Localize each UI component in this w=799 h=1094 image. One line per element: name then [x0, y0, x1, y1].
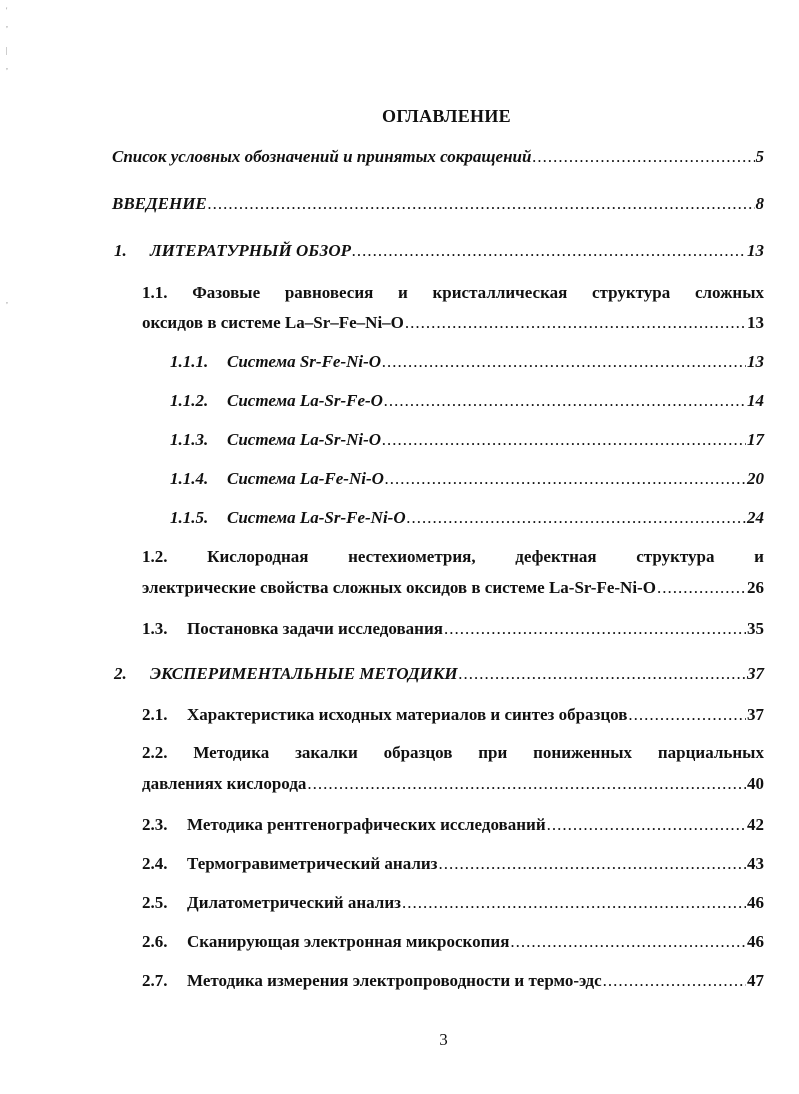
toc-page-number: 42: [747, 815, 764, 834]
toc-word: Кислородная: [207, 547, 309, 566]
dot-leader: [444, 619, 746, 639]
toc-entry-text: давлениях кислорода: [142, 774, 307, 793]
toc-word: Методика: [193, 743, 270, 762]
toc-entry-1-1-line1[interactable]: [142, 283, 764, 303]
dot-leader: [439, 854, 746, 874]
toc-entry-text: Методика рентгенографических исследований: [187, 815, 546, 834]
toc-entry-text: Термогравиметрический анализ: [187, 854, 438, 873]
toc-entry-2-2-line2[interactable]: [142, 774, 764, 794]
toc-entry-text: оксидов в системе La–Sr–Fe–Ni–O: [142, 313, 404, 332]
toc-entry-chapter-2[interactable]: [114, 664, 764, 684]
dot-leader: [402, 893, 746, 913]
toc-page-number: 8: [755, 194, 764, 213]
toc-entry-text: Методика измерения электропроводности и термо-эдс: [187, 971, 602, 990]
toc-entry-number: 1.1.5.: [170, 508, 209, 527]
dot-leader: [628, 705, 746, 725]
toc-entry-number: 2.3.: [142, 815, 168, 834]
dot-leader: [307, 774, 746, 794]
toc-entry-1-2-line2[interactable]: [142, 578, 764, 598]
toc-word: закалки: [295, 743, 358, 762]
scan-mark: ': [6, 6, 8, 15]
toc-entry-number: 2.6.: [142, 932, 168, 951]
toc-page-number: 43: [747, 854, 764, 873]
toc-word: дефектная: [515, 547, 597, 566]
toc-entry-2-6[interactable]: [142, 932, 764, 952]
dot-leader: [405, 313, 746, 333]
toc-word: нестехиометрия,: [348, 547, 476, 566]
toc-entry-chapter-1[interactable]: [114, 241, 764, 261]
toc-entry-text: ЭКСПЕРИМЕНТАЛЬНЫЕ МЕТОДИКИ: [150, 664, 458, 683]
dot-leader: [382, 352, 746, 372]
scan-mark: ,: [6, 62, 8, 71]
toc-page-number: 24: [747, 508, 764, 527]
toc-entry-number: 1.: [114, 241, 127, 260]
toc-entry-1-1-1[interactable]: [170, 352, 764, 372]
toc-entry-text: Система La-Fe-Ni-O: [227, 469, 384, 488]
dot-leader: [547, 815, 746, 835]
dot-leader: [382, 430, 746, 450]
dot-leader: [407, 508, 746, 528]
toc-entry-number: 1.1.2.: [170, 391, 209, 410]
toc-word: и: [398, 283, 408, 302]
toc-word: Фазовые: [192, 283, 261, 302]
toc-entry-text: электрические свойства сложных оксидов в системе La-Sr-Fe-Ni-O: [142, 578, 656, 597]
toc-page-number: 13: [747, 313, 764, 332]
toc-entry-1-1-4[interactable]: [170, 469, 764, 489]
toc-page-number: 47: [747, 971, 764, 990]
dot-leader: [603, 971, 746, 991]
scan-mark: ,: [6, 296, 8, 305]
toc-page-number: 13: [747, 241, 764, 260]
dot-leader: [208, 194, 755, 214]
toc-entry-number: 2.: [114, 664, 127, 683]
toc-page-number: 40: [747, 774, 764, 793]
toc-entry-text: Система La-Sr-Fe-O: [227, 391, 383, 410]
toc-entry-text: Постановка задачи исследования: [187, 619, 443, 638]
toc-entry-text: ВВЕДЕНИЕ: [112, 194, 207, 213]
toc-entry-1-3[interactable]: [142, 619, 764, 639]
toc-page-number: 17: [747, 430, 764, 449]
toc-page-number: 20: [747, 469, 764, 488]
toc-word: парциальных: [657, 743, 764, 762]
toc-entry-number: 2.1.: [142, 705, 168, 724]
toc-entry-2-3[interactable]: [142, 815, 764, 835]
dot-leader: [532, 147, 754, 167]
dot-leader: [657, 578, 746, 598]
toc-entry-number: 2.5.: [142, 893, 168, 912]
dot-leader: [510, 932, 746, 952]
dot-leader: [352, 241, 746, 261]
toc-page-number: 46: [747, 932, 764, 951]
toc-word: равновесия: [284, 283, 374, 302]
toc-word: структура: [636, 547, 715, 566]
dot-leader: [384, 391, 746, 411]
toc-page-number: 13: [747, 352, 764, 371]
toc-entry-text: Список условных обозначений и принятых сокращений: [112, 147, 532, 166]
toc-word: и: [754, 547, 764, 566]
toc-entry-text: Система La-Sr-Ni-O: [227, 430, 382, 449]
toc-word: сложных: [694, 283, 764, 302]
toc-page-number: 14: [747, 391, 764, 410]
toc-entry-number: 1.1.4.: [170, 469, 209, 488]
toc-entry-text: Система Sr-Fe-Ni-O: [227, 352, 382, 371]
scan-mark: |: [6, 46, 8, 55]
toc-entry-2-4[interactable]: [142, 854, 764, 874]
toc-word: при: [478, 743, 508, 762]
toc-page-number: 5: [755, 147, 764, 166]
toc-page-number: 37: [747, 664, 764, 683]
toc-entry-number: 2.7.: [142, 971, 168, 990]
toc-entry-number: 1.2.: [142, 547, 168, 566]
toc-entry-2-7[interactable]: [142, 971, 764, 991]
toc-page-number: 26: [747, 578, 764, 597]
toc-entry-1-2-line1[interactable]: [142, 547, 764, 567]
toc-entry-text: Сканирующая электронная микроскопия: [187, 932, 510, 951]
toc-entry-1-1-2[interactable]: [170, 391, 764, 411]
page-title: ОГЛАВЛЕНИЕ: [382, 106, 511, 126]
toc-entry-introduction[interactable]: [112, 194, 764, 214]
toc-entry-abbreviations[interactable]: [112, 147, 764, 167]
toc-word: кристаллическая: [432, 283, 568, 302]
toc-entry-number: 1.3.: [142, 619, 168, 638]
toc-page-number: 37: [747, 705, 764, 724]
toc-entry-2-5[interactable]: [142, 893, 764, 913]
toc-entry-text: Система La-Sr-Fe-Ni-O: [227, 508, 406, 527]
toc-entry-number: 1.1.1.: [170, 352, 209, 371]
toc-entry-number: 1.1.: [142, 283, 168, 302]
toc-word: структура: [592, 283, 671, 302]
dot-leader: [459, 664, 746, 684]
toc-entry-text: ЛИТЕРАТУРНЫЙ ОБЗОР: [150, 241, 351, 260]
toc-entry-1-1-5[interactable]: [170, 508, 764, 528]
toc-page-number: 46: [747, 893, 764, 912]
toc-entry-number: 2.2.: [142, 743, 168, 762]
toc-entry-1-1-line2[interactable]: [142, 313, 764, 333]
toc-entry-number: 2.4.: [142, 854, 168, 873]
scan-mark: ,: [6, 20, 8, 29]
toc-entry-2-1[interactable]: [142, 705, 764, 725]
dot-leader: [385, 469, 746, 489]
page-number: 3: [439, 1030, 448, 1049]
toc-entry-text: Характеристика исходных материалов и синтез образцов: [187, 705, 628, 724]
toc-word: образцов: [383, 743, 453, 762]
toc-entry-2-2-line1[interactable]: [142, 743, 764, 763]
toc-entry-1-1-3[interactable]: [170, 430, 764, 450]
toc-entry-number: 1.1.3.: [170, 430, 209, 449]
toc-page-number: 35: [747, 619, 764, 638]
toc-word: пониженных: [533, 743, 633, 762]
toc-entry-text: Дилатометрический анализ: [187, 893, 401, 912]
